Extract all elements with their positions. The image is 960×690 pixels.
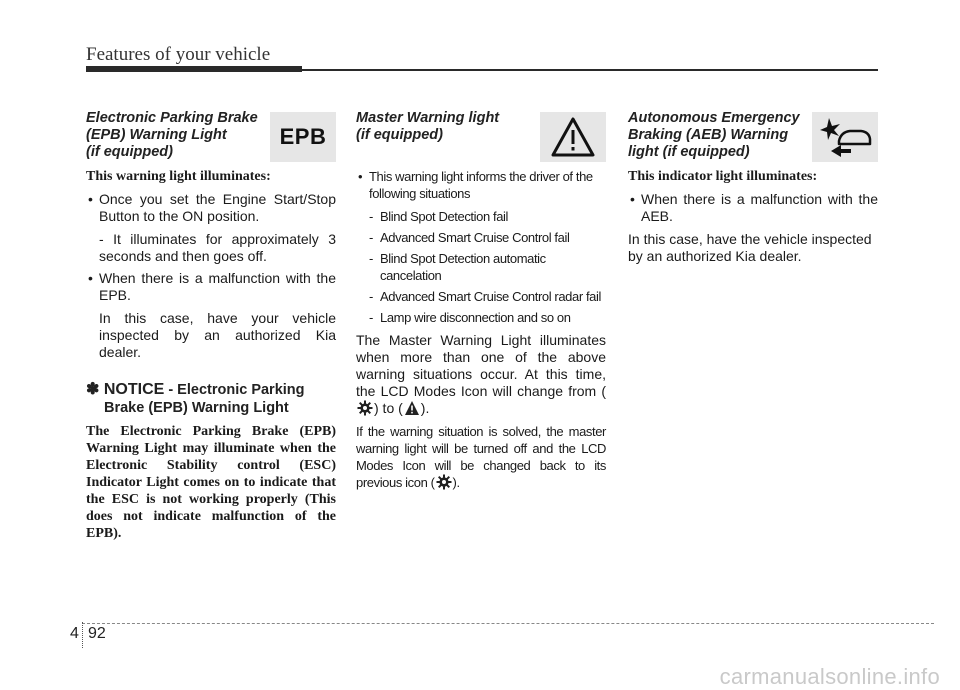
epb-section-title: Electronic Parking Brake (EPB) Warning Light (if equipped) xyxy=(86,110,258,160)
epb-notice xyxy=(86,381,336,542)
master-warning-para-1: The Master Warning Light illuminates when more than one of the above warning situations occur. At this time, the LCD Modes Icon will change from () to ( ). xyxy=(356,332,606,416)
situation-item: - Advanced Smart Cruise Control radar fail xyxy=(369,289,601,304)
gear-icon xyxy=(357,400,373,416)
aeb-bullet: • When there is a malfunction with the AEB. xyxy=(628,191,878,225)
warning-triangle-icon xyxy=(540,112,606,162)
master-warning-para-2: If the warning situation is solved, the master warning light will be turned off and the LCD Modes Icon will be changed back to its previous icon ( ). xyxy=(356,424,606,490)
epb-bullet-2-para: In this case, have your vehicle inspected by an authorized Kia dealer. xyxy=(99,310,336,360)
aeb-lead: This indicator light illuminates: xyxy=(628,169,818,184)
footer-rule xyxy=(82,623,934,624)
aeb-section-title: Autonomous Emergency Braking (AEB) Warning light (if equipped) xyxy=(628,110,800,160)
aeb-section xyxy=(628,110,878,269)
watermark: carmanualsonline.info xyxy=(719,664,940,689)
epb-lead: This warning light illuminates: xyxy=(86,169,271,184)
epb-bullet-1: • Once you set the Engine Start/Stop Button to the ON position. xyxy=(86,191,336,225)
master-warning-bullet: • This warning light informs the driver of the following situations xyxy=(356,168,606,202)
warning-triangle-small-icon xyxy=(404,400,420,416)
header-bar xyxy=(86,66,302,72)
situation-item: - Blind Spot Detection automatic cancelation xyxy=(369,251,546,283)
master-warning-title: Master Warning light (if equipped) xyxy=(356,110,500,143)
epb-bullet-1-sub: - It illuminates for approximately 3 seconds and then goes off. xyxy=(99,231,336,264)
notice-body: The Electronic Parking Brake (EPB) Warning Light may illuminate when the Electronic Stability control (ESC) Indicator Light comes on to indicate that the ESC is not working properly (This does not indicate malfunction of the EPB). xyxy=(86,424,336,541)
page-number: 92 xyxy=(88,625,106,642)
aeb-collision-icon xyxy=(812,112,878,162)
situation-item: - Blind Spot Detection fail xyxy=(369,209,509,224)
epb-section xyxy=(86,110,336,542)
aeb-para: In this case, have the vehicle inspected by an authorized Kia dealer. xyxy=(628,231,872,264)
page-header-title: Features of your vehicle xyxy=(86,44,271,65)
header-rule xyxy=(302,69,878,71)
gear-icon xyxy=(436,474,452,490)
chapter-number: 4 xyxy=(70,625,79,642)
situation-item: - Advanced Smart Cruise Control fail xyxy=(369,230,570,245)
footer-divider xyxy=(82,622,83,648)
master-warning-section xyxy=(356,110,606,495)
situation-item: - Lamp wire disconnection and so on xyxy=(369,310,571,325)
epb-bullet-2: • When there is a malfunction with the EPB. xyxy=(86,270,336,304)
epb-indicator-icon: EPB xyxy=(270,112,336,162)
notice-heading: ✽ NOTICE - Electronic Parking Brake (EPB) Warning Light xyxy=(86,381,305,416)
